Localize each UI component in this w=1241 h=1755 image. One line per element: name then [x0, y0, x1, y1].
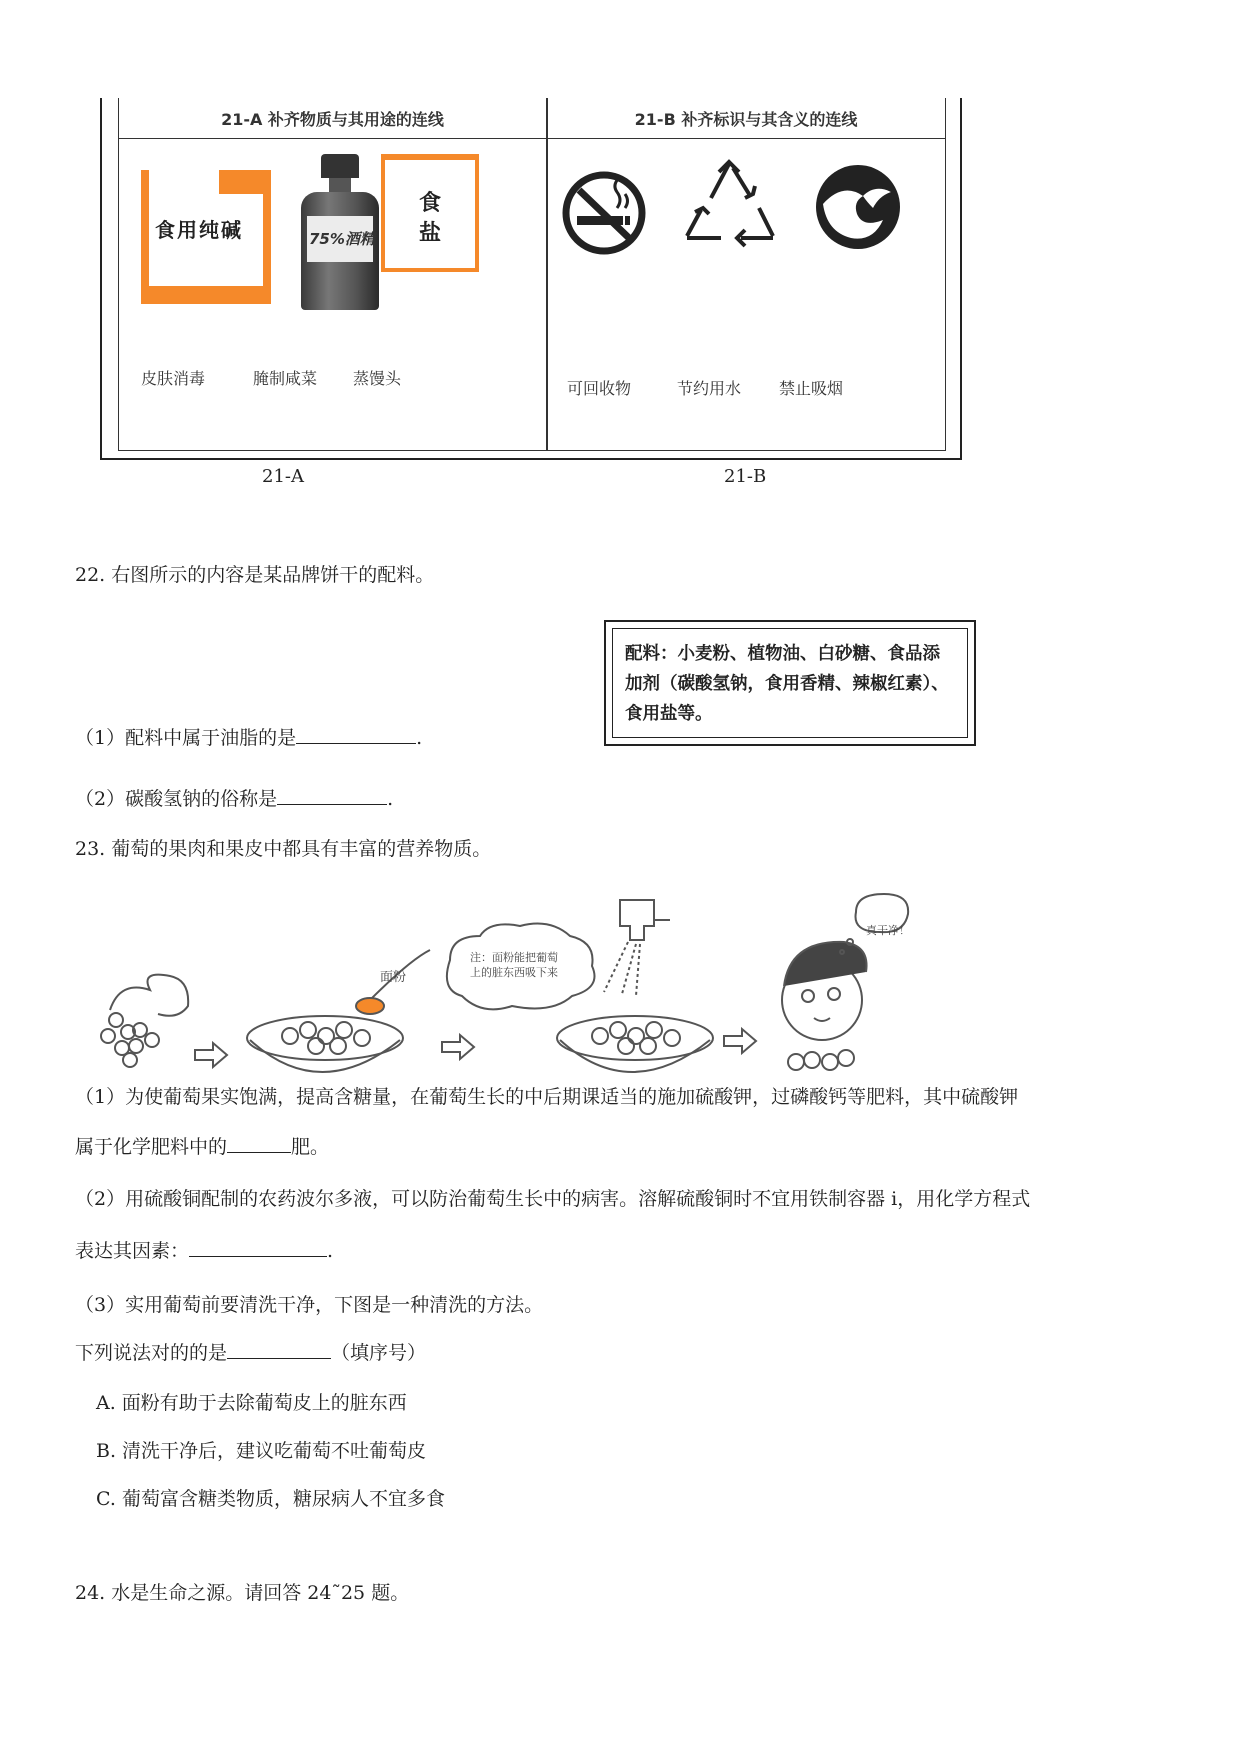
q22-sub1-end: . — [416, 727, 423, 749]
panel-divider — [546, 98, 548, 450]
salt-label-2: 盐 — [419, 221, 442, 246]
no-smoking-icon — [559, 168, 649, 258]
meaning-recyclable: 可回收物 — [567, 379, 632, 398]
q22-sub1-text: （1）配料中属于油脂的是 — [75, 727, 297, 749]
figure-21-frame — [118, 98, 946, 451]
cartoon-flour-label: 面粉 — [380, 970, 407, 985]
caption-21b: 21-B — [724, 466, 767, 487]
q23-option-a: A. 面粉有助于去除葡萄皮上的脏东西 — [96, 1392, 407, 1414]
q23-sub1-line2 — [75, 1132, 329, 1159]
soda-label: 食用纯碱 — [155, 218, 243, 242]
ingredient-box — [604, 620, 976, 746]
q22-sub2-blank[interactable] — [277, 786, 387, 805]
alcohol-bottle-image — [299, 154, 381, 314]
recycle-icon — [679, 158, 779, 254]
panel-a-title: 21-A 补齐物质与其用途的连线 — [119, 98, 546, 139]
cartoon-clean-text: 真干净！ — [866, 924, 910, 937]
q23-sub3: （3）实用葡萄前要清洗干净，下图是一种清洗的方法。 — [75, 1294, 544, 1316]
panel-b-title: 21-B 补齐标识与其含义的连线 — [547, 98, 945, 139]
q24-stem: 24. 水是生命之源。请回答 24˜25 题。 — [75, 1582, 410, 1604]
q23-sub1-line1: （1）为使葡萄果实饱满，提高含糖量，在葡萄生长的中后期课适当的施加硫酸钾，过磷酸钙等肥料，其中硫酸钾 — [75, 1086, 1019, 1108]
salt-bag-frame — [381, 154, 479, 272]
q22-sub1-blank[interactable] — [296, 725, 416, 744]
q23-sub3-blank[interactable] — [227, 1340, 331, 1359]
q23-stem: 23. 葡萄的果肉和果皮中都具有丰富的营养物质。 — [75, 838, 492, 860]
q23-sub2-text: 表达其因素： — [75, 1240, 190, 1262]
q23-sub1-end: 肥。 — [291, 1136, 330, 1158]
q23-sub2-blank[interactable] — [189, 1238, 327, 1257]
q23-option-b: B. 清洗干净后，建议吃葡萄不吐葡萄皮 — [96, 1440, 427, 1462]
q22-sub2-text: （2）碳酸氢钠的俗称是 — [75, 788, 278, 810]
use-steam-bun: 蒸馒头 — [353, 369, 402, 388]
use-pickle: 腌制咸菜 — [253, 369, 318, 388]
water-saving-icon — [813, 162, 903, 252]
q23-sub3-hint: （填序号） — [331, 1342, 427, 1364]
meaning-save-water: 节约用水 — [677, 379, 742, 398]
q23-sub1-text: 属于化学肥料中的 — [75, 1136, 228, 1158]
q23-sub2-line2 — [75, 1236, 333, 1263]
salt-label-1: 食 — [419, 191, 442, 216]
soda-bag-image — [141, 170, 271, 304]
q23-sub2-end: . — [327, 1240, 334, 1262]
grape-washing-cartoon — [80, 890, 920, 1080]
q23-sub2-line1: （2）用硫酸铜配制的农药波尔多液，可以防治葡萄生长中的病害。溶解硫酸铜时不宜用铁制容器 i，用化学方程式 — [75, 1188, 1031, 1210]
meaning-no-smoking: 禁止吸烟 — [779, 379, 844, 398]
cartoon-note: 注：面粉能把葡萄上的脏东西吸下来 — [470, 951, 558, 979]
q22-sub2 — [75, 784, 393, 811]
q22-sub2-end: . — [387, 788, 394, 810]
q23-sub1-blank[interactable] — [227, 1134, 291, 1153]
q23-sub3-ask — [75, 1338, 426, 1365]
alcohol-label: 75%酒精 — [309, 230, 375, 248]
q23-sub3-text: 下列说法对的的是 — [75, 1342, 228, 1364]
ingredient-text: 配料：小麦粉、植物油、白砂糖、食品添加剂（碳酸氢钠，食用香精、辣椒红素）、食用盐等。 — [612, 628, 968, 738]
use-disinfect: 皮肤消毒 — [141, 369, 206, 388]
q23-option-c: C. 葡萄富含糖类物质，糖尿病人不宜多食 — [96, 1488, 445, 1510]
figure-21 — [100, 98, 962, 460]
caption-21a: 21-A — [262, 466, 304, 487]
q22-sub1 — [75, 723, 422, 750]
q22-stem: 22. 右图所示的内容是某品牌饼干的配料。 — [75, 564, 435, 586]
